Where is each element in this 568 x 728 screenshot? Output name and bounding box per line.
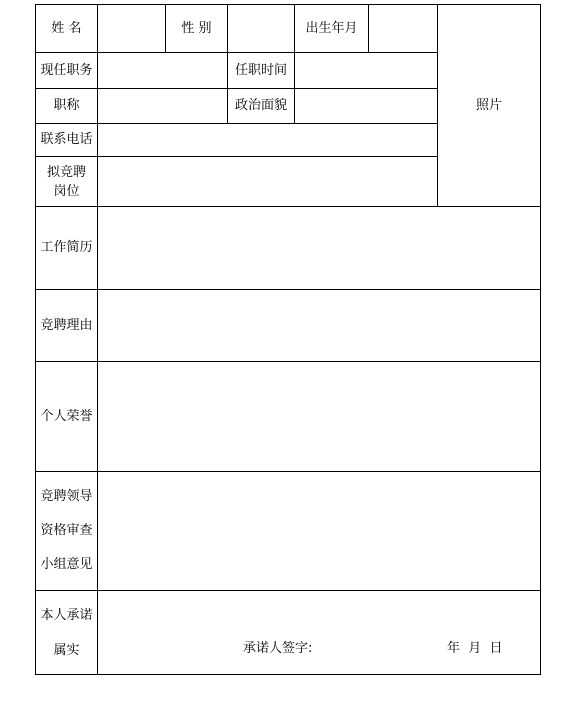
birth-field[interactable] (369, 5, 437, 52)
border-bottom (35, 674, 541, 675)
contact-phone-label: 联系电话 (40, 132, 93, 147)
reasons-field[interactable] (98, 290, 540, 361)
review-label-line1: 竞聘领导 (40, 489, 93, 504)
political-status-field[interactable] (295, 89, 437, 123)
intended-position-label (36, 157, 97, 206)
current-position-field[interactable] (98, 53, 227, 88)
work-history-label: 工作简历 (40, 240, 93, 255)
intended-position-field[interactable] (98, 157, 437, 206)
photo-box[interactable]: 照片 (475, 97, 502, 113)
contact-phone-field[interactable] (98, 124, 437, 156)
political-status-label: 政治面貌 (234, 98, 287, 113)
title-label: 职称 (53, 98, 80, 113)
rule-row9 (35, 590, 541, 591)
reasons-label: 竞聘理由 (40, 317, 93, 333)
signature-label: 承诺人签字: (243, 641, 313, 656)
pledge-date: 年 月 日 (447, 641, 503, 656)
honors-label: 个人荣誉 (40, 408, 93, 424)
pledge-label (36, 591, 97, 674)
review-opinion-label (36, 472, 97, 590)
review-label-line2: 资格审查 (40, 523, 93, 538)
pledge-label-line1: 本人承诺 (40, 607, 93, 623)
intended-position-label-line1: 拟竞聘 (46, 164, 86, 180)
name-label: 姓 名 (51, 20, 82, 36)
name-field[interactable] (98, 5, 165, 52)
review-opinion-field[interactable] (98, 472, 540, 590)
appointment-time-label: 任职时间 (234, 62, 287, 78)
signature-field[interactable] (347, 634, 437, 662)
gender-label: 性 别 (181, 20, 212, 36)
review-label-line3: 小组意见 (40, 557, 93, 572)
gender-field[interactable] (228, 5, 294, 52)
current-position-label: 现任职务 (40, 62, 93, 78)
appointment-time-field[interactable] (295, 53, 437, 88)
application-form (35, 4, 541, 675)
border-right (540, 4, 541, 675)
honors-field[interactable] (98, 362, 540, 471)
pledge-label-line2: 属实 (53, 642, 80, 658)
work-history-field[interactable] (98, 207, 540, 289)
intended-position-label-line2: 岗位 (53, 183, 80, 199)
birth-label: 出生年月 (305, 20, 358, 36)
title-field[interactable] (98, 89, 227, 123)
